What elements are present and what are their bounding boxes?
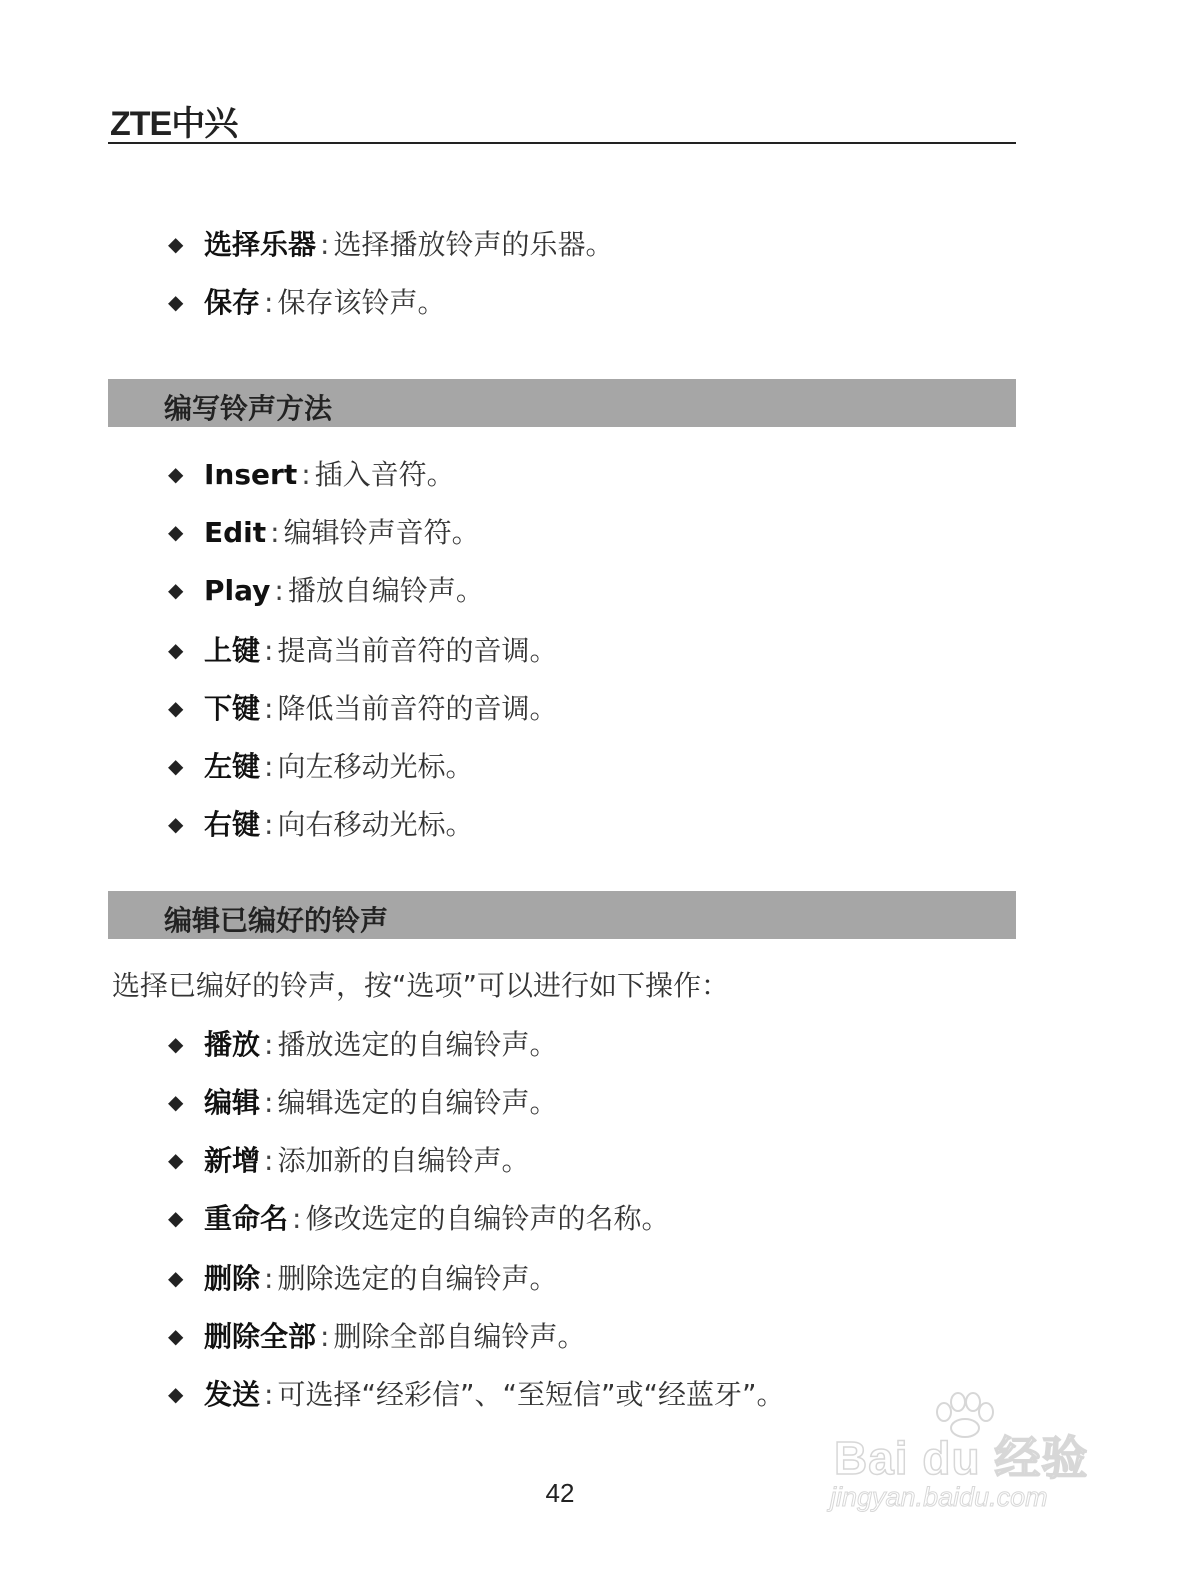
item-desc: 选择播放铃声的乐器。 bbox=[333, 228, 614, 261]
list-item: ◆ 右键 : 向右移动光标。 bbox=[168, 804, 473, 845]
diamond-bullet-icon: ◆ bbox=[168, 462, 184, 486]
watermark-url: jingyan.baidu.com bbox=[830, 1482, 1048, 1512]
diamond-bullet-icon: ◆ bbox=[168, 520, 184, 544]
zte-logo: ZTE中兴 bbox=[110, 105, 238, 143]
item-term: 重命名 bbox=[204, 1202, 289, 1235]
diamond-bullet-icon: ◆ bbox=[168, 1148, 184, 1172]
list-item: ◆ 新增 : 添加新的自编铃声。 bbox=[168, 1140, 529, 1181]
list-item: ◆ Edit : 编辑铃声音符。 bbox=[168, 512, 480, 553]
list-item: ◆ 下键 : 降低当前音符的音调。 bbox=[168, 688, 557, 729]
watermark-brand: Bai du 经验 bbox=[834, 1432, 1089, 1484]
diamond-bullet-icon: ◆ bbox=[168, 1206, 184, 1230]
list-item: ◆ Insert : 插入音符。 bbox=[168, 454, 455, 495]
diamond-bullet-icon: ◆ bbox=[168, 1266, 184, 1290]
list-item: ◆ 发送 : 可选择“经彩信”、“至短信”或“经蓝牙”。 bbox=[168, 1374, 785, 1415]
item-term: 下键 bbox=[204, 692, 261, 725]
item-desc: 保存该铃声。 bbox=[277, 286, 446, 319]
item-term: 播放 bbox=[204, 1028, 261, 1061]
diamond-bullet-icon: ◆ bbox=[168, 232, 184, 256]
diamond-bullet-icon: ◆ bbox=[168, 812, 184, 836]
item-desc: 修改选定的自编铃声的名称。 bbox=[305, 1202, 670, 1235]
item-term: 编辑 bbox=[204, 1086, 261, 1119]
item-desc: 删除选定的自编铃声。 bbox=[277, 1262, 558, 1295]
diamond-bullet-icon: ◆ bbox=[168, 1032, 184, 1056]
item-term: 发送 bbox=[204, 1378, 261, 1411]
list-item: ◆ 左键 : 向左移动光标。 bbox=[168, 746, 473, 787]
list-item: ◆ Play : 播放自编铃声。 bbox=[168, 570, 484, 611]
list-item: ◆ 选择乐器 : 选择播放铃声的乐器。 bbox=[168, 224, 613, 265]
diamond-bullet-icon: ◆ bbox=[168, 1382, 184, 1406]
page-number: 42 bbox=[545, 1478, 575, 1508]
section-intro: 选择已编好的铃声，按“选项”可以进行如下操作： bbox=[112, 969, 730, 1002]
diamond-bullet-icon: ◆ bbox=[168, 638, 184, 662]
item-term: Play bbox=[204, 574, 271, 607]
list-item: ◆ 重命名 : 修改选定的自编铃声的名称。 bbox=[168, 1198, 669, 1239]
diamond-bullet-icon: ◆ bbox=[168, 578, 184, 602]
page-header bbox=[108, 92, 1016, 144]
item-term: 选择乐器 bbox=[204, 228, 317, 261]
section-header bbox=[108, 379, 1016, 427]
section-title: 编辑已编好的铃声 bbox=[164, 904, 389, 937]
list-item: ◆ 保存 : 保存该铃声。 bbox=[168, 282, 445, 323]
list-item: ◆ 删除全部 : 删除全部自编铃声。 bbox=[168, 1316, 585, 1357]
item-term: 左键 bbox=[204, 750, 261, 783]
item-term: 上键 bbox=[204, 634, 261, 667]
item-desc: 提高当前音符的音调。 bbox=[277, 634, 558, 667]
item-desc: 向右移动光标。 bbox=[277, 808, 474, 841]
section-title: 编写铃声方法 bbox=[164, 392, 333, 425]
item-desc: 播放自编铃声。 bbox=[287, 574, 484, 607]
list-item: ◆ 上键 : 提高当前音符的音调。 bbox=[168, 630, 557, 671]
item-desc: 编辑选定的自编铃声。 bbox=[277, 1086, 558, 1119]
baidu-watermark bbox=[830, 1392, 1120, 1522]
item-term: Insert bbox=[204, 458, 298, 491]
diamond-bullet-icon: ◆ bbox=[168, 1090, 184, 1114]
list-item: ◆ 播放 : 播放选定的自编铃声。 bbox=[168, 1024, 557, 1065]
item-desc: 插入音符。 bbox=[314, 458, 455, 491]
diamond-bullet-icon: ◆ bbox=[168, 290, 184, 314]
item-term: Edit bbox=[204, 516, 267, 549]
item-desc: 播放选定的自编铃声。 bbox=[277, 1028, 558, 1061]
item-desc: 可选择“经彩信”、“至短信”或“经蓝牙”。 bbox=[277, 1378, 785, 1411]
item-desc: 向左移动光标。 bbox=[277, 750, 474, 783]
section-header bbox=[108, 891, 1016, 939]
item-term: 保存 bbox=[204, 286, 261, 319]
item-term: 删除全部 bbox=[204, 1320, 317, 1353]
item-term: 右键 bbox=[204, 808, 261, 841]
diamond-bullet-icon: ◆ bbox=[168, 754, 184, 778]
list-item: ◆ 编辑 : 编辑选定的自编铃声。 bbox=[168, 1082, 557, 1123]
item-desc: 降低当前音符的音调。 bbox=[277, 692, 558, 725]
list-item: ◆ 删除 : 删除选定的自编铃声。 bbox=[168, 1258, 557, 1299]
item-term: 删除 bbox=[204, 1262, 261, 1295]
item-term: 新增 bbox=[204, 1144, 261, 1177]
diamond-bullet-icon: ◆ bbox=[168, 1324, 184, 1348]
item-desc: 添加新的自编铃声。 bbox=[277, 1144, 530, 1177]
item-desc: 删除全部自编铃声。 bbox=[333, 1320, 586, 1353]
diamond-bullet-icon: ◆ bbox=[168, 696, 184, 720]
item-desc: 编辑铃声音符。 bbox=[283, 516, 480, 549]
